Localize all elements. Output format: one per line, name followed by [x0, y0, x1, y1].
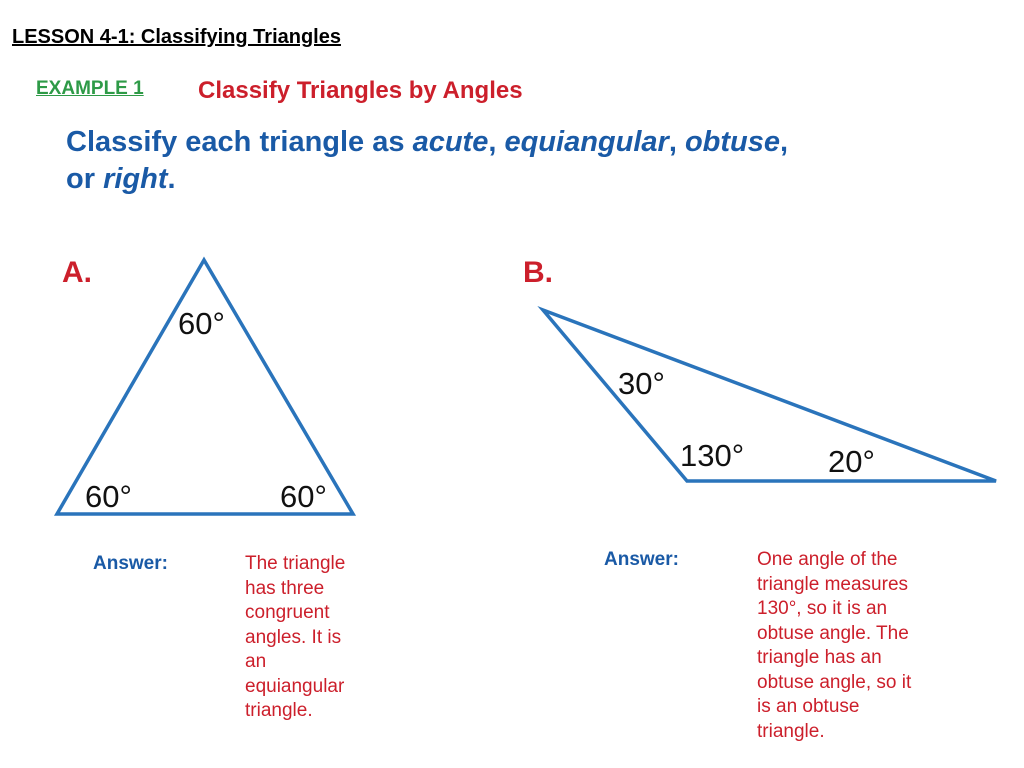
answer-a-label: Answer:: [93, 553, 168, 574]
answer-a-line: triangle.: [245, 700, 313, 721]
answer-b-label: Answer:: [604, 549, 679, 570]
answer-b-line: One angle of the: [757, 549, 898, 570]
triangle-a-top-angle: 60°: [178, 306, 225, 341]
triangle-a-right-angle: 60°: [280, 479, 327, 514]
answer-b-line: triangle.: [757, 720, 825, 742]
answer-a-line: angles. It is: [245, 626, 342, 648]
instruction-lead: Classify each triangle as: [66, 126, 413, 158]
instruction-sep-1: ,: [488, 126, 505, 158]
answer-b-line: triangle measures: [757, 573, 909, 595]
triangle-b-right-angle: 20°: [828, 444, 875, 479]
part-b-label: B.: [523, 256, 553, 289]
answer-a-line: The triangle: [245, 553, 346, 574]
answer-b-line: triangle has an: [757, 647, 882, 668]
triangle-b-top-angle: 30°: [618, 366, 665, 401]
answer-b-line: obtuse angle. The: [757, 622, 909, 644]
triangle-b-obtuse-angle: 130°: [680, 438, 745, 473]
answer-a-line: congruent: [245, 602, 330, 623]
instruction-line2-lead: or: [66, 163, 104, 195]
answer-b-line: obtuse angle, so it: [757, 671, 912, 693]
answer-a-line: equiangular: [245, 675, 345, 697]
instruction-sep-3: ,: [780, 126, 789, 158]
term-obtuse: obtuse: [684, 126, 780, 158]
term-right: right: [103, 163, 168, 195]
answer-a-line: has three: [245, 577, 325, 599]
instruction-sep-2: ,: [668, 126, 685, 158]
answer-b-line: 130°, so it is an: [757, 598, 888, 619]
triangle-a-left-angle: 60°: [85, 479, 132, 514]
instruction-end: .: [167, 163, 176, 195]
triangle-a: [57, 260, 353, 514]
lesson-title: LESSON 4-1: Classifying Triangles: [12, 26, 341, 48]
answer-b-line: is an obtuse: [757, 696, 860, 717]
term-acute: acute: [412, 126, 489, 158]
triangle-b: [543, 310, 996, 481]
answer-b-text: [757, 548, 911, 744]
example-tag: EXAMPLE 1: [36, 78, 144, 99]
part-a-label: A.: [62, 256, 92, 289]
answer-a-line: an: [245, 651, 267, 672]
example-title: Classify Triangles by Angles: [198, 77, 523, 104]
term-equiangular: equiangular: [504, 126, 669, 158]
answer-a-text: [245, 552, 345, 724]
